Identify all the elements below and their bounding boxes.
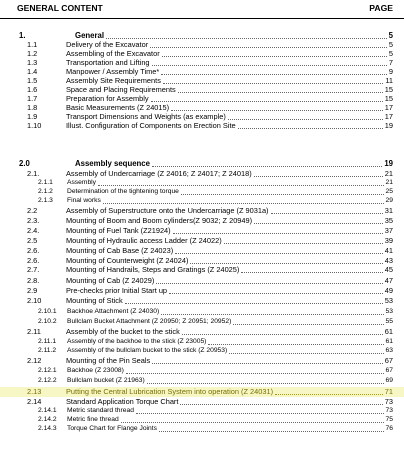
toc-entry-title: Assembly — [67, 179, 96, 186]
toc-entry-title: Mounting of Boom and Boom cylinders(Z 9032; Z 20949) — [66, 216, 253, 225]
toc-entry[interactable] — [0, 236, 404, 246]
toc-leader-dots — [229, 353, 384, 354]
toc-entry-number: 1.1 — [27, 40, 38, 49]
toc-leader-dots — [171, 110, 383, 111]
toc-entry-title: Final works — [67, 197, 101, 204]
toc-entry[interactable] — [0, 196, 404, 206]
toc-leader-dots — [98, 185, 384, 186]
toc-entry-number: 2.8. — [27, 276, 40, 285]
toc-leader-dots — [103, 203, 384, 204]
toc-title: GENERAL CONTENT — [17, 3, 103, 13]
toc-leader-dots — [121, 422, 384, 423]
toc-entry-page: 73 — [384, 397, 393, 406]
toc-entry-number: 2.14.1 — [38, 407, 57, 414]
toc-entry-page: 45 — [384, 265, 393, 274]
toc-entry-page: 7 — [388, 58, 393, 67]
toc-entry-title: Transportation and Lifting — [66, 58, 150, 67]
toc-entry-number: 1.3 — [27, 58, 38, 67]
toc-leader-dots — [224, 243, 383, 244]
toc-entry-number: 2.4. — [27, 226, 40, 235]
toc-entry-title: Assembly of the backhoe to the stick (Z 23005) — [67, 338, 207, 345]
toc-entry[interactable] — [0, 307, 404, 317]
toc-entry-page: 49 — [384, 286, 393, 295]
toc-leader-dots — [151, 101, 383, 102]
toc-entry-page: 31 — [384, 206, 393, 215]
toc-entry-page: 15 — [384, 94, 393, 103]
toc-entry-title: Assembly Site Requirements — [66, 76, 161, 85]
toc-entry[interactable] — [0, 424, 404, 434]
toc-entry-title: Backhoe Attachment (Z 24030) — [67, 308, 160, 315]
toc-leader-dots — [182, 334, 383, 335]
toc-entry-title: Determination of the tightening torque — [67, 188, 179, 195]
toc-entry-title: Mounting of Fuel Tank (Z21924) — [66, 226, 171, 235]
toc-leader-dots — [106, 38, 387, 39]
toc-entry-number: 2.2 — [27, 206, 38, 215]
toc-leader-dots — [208, 344, 384, 345]
toc-entry[interactable] — [0, 216, 404, 226]
toc-entry-number: 2.10.1 — [38, 308, 57, 315]
toc-entry[interactable] — [0, 121, 404, 131]
toc-entry-title: Assembly sequence — [75, 159, 150, 168]
toc-leader-dots — [238, 128, 383, 129]
toc-entry[interactable] — [0, 327, 404, 337]
toc-entry-number: 2.12 — [27, 356, 42, 365]
toc-entry-number: 1.7 — [27, 94, 38, 103]
toc-entry-page: 53 — [384, 296, 393, 305]
toc-entry-title: Illust. Configuration of Components on Erection Site — [66, 121, 236, 130]
toc-entry[interactable] — [0, 226, 404, 236]
toc-leader-dots — [169, 293, 383, 294]
toc-leader-dots — [175, 253, 383, 254]
toc-entry-page: 5 — [388, 49, 393, 58]
toc-entry[interactable] — [0, 346, 404, 356]
toc-entry[interactable] — [0, 366, 404, 376]
toc-entry-number: 2.12.2 — [38, 377, 57, 384]
toc-leader-dots — [162, 56, 387, 57]
toc-entry-title: Assembly of the bullclam bucket to the stick (Z 20953) — [67, 347, 228, 354]
page-column-label: PAGE — [369, 3, 393, 13]
toc-leader-dots — [180, 404, 383, 405]
toc-leader-dots — [125, 303, 383, 304]
toc-entry-title: Bullclam Bucket Attachment (Z 20950; Z 20951; 20952) — [67, 318, 232, 325]
toc-entry-page: 47 — [384, 276, 393, 285]
toc-leader-dots — [152, 363, 383, 364]
toc-entry-page: 76 — [385, 425, 393, 432]
toc-entry-page: 55 — [385, 318, 393, 325]
toc-entry-number: 2.6. — [27, 246, 40, 255]
toc-entry-title: Manpower / Assembly Time* — [66, 67, 160, 76]
toc-entry-number: 2.9 — [27, 286, 38, 295]
toc-entry-number: 2.11.1 — [38, 338, 57, 345]
toc-leader-dots — [228, 119, 383, 120]
toc-entry-page: 73 — [385, 407, 393, 414]
toc-entry[interactable] — [0, 296, 404, 306]
toc-leader-dots — [163, 83, 383, 84]
toc-header — [17, 3, 393, 17]
toc-entry-number: 2.3. — [27, 216, 40, 225]
toc-entry-number: 2.1. — [27, 169, 40, 178]
toc-entry-page: 29 — [385, 197, 393, 204]
toc-entry-page: 19 — [384, 121, 393, 130]
toc-entry-page: 67 — [384, 356, 393, 365]
toc-entry[interactable] — [0, 265, 404, 275]
toc-entry-number: 2.11 — [27, 327, 41, 336]
toc-entry-title: Mounting of Cab Base (Z 24023) — [66, 246, 174, 255]
toc-entry-title: Mounting of Counterweight (Z 24024) — [66, 256, 189, 265]
toc-leader-dots — [152, 166, 382, 167]
toc-leader-dots — [190, 263, 383, 264]
toc-leader-dots — [271, 213, 383, 214]
toc-entry-page: 21 — [384, 169, 393, 178]
toc-entry[interactable] — [0, 387, 404, 397]
toc-entry-page: 17 — [384, 103, 393, 112]
toc-leader-dots — [161, 314, 384, 315]
toc-leader-dots — [161, 74, 387, 75]
toc-entry-title: Assembly of the bucket to the stick — [66, 327, 180, 336]
toc-entry-number: 1.4 — [27, 67, 38, 76]
toc-entry-page: 63 — [385, 347, 393, 354]
toc-leader-dots — [159, 431, 384, 432]
toc-entry-title: Mounting of Handrails, Steps and Gratings (Z 24025) — [66, 265, 240, 274]
toc-entry-page: 17 — [384, 112, 393, 121]
toc-leader-dots — [156, 283, 383, 284]
toc-entry-number: 1.8 — [27, 103, 38, 112]
toc-entry-title: Mounting of Cab (Z 24029) — [66, 276, 155, 285]
toc-entry-number: 2.14.3 — [38, 425, 57, 432]
toc-leader-dots — [136, 413, 384, 414]
toc-entry[interactable] — [0, 159, 404, 169]
toc-entry-number: 2.14 — [27, 397, 42, 406]
toc-entry-page: 75 — [385, 416, 393, 423]
toc-entry-page: 35 — [384, 216, 393, 225]
toc-entry-title: Basic Measurements (Z 24015) — [66, 103, 170, 112]
toc-entry-number: 2.6. — [27, 256, 40, 265]
toc-entry-title: Backhoe (Z 23008) — [67, 367, 124, 374]
toc-entry-title: Putting the Central Lubrication System into operation (Z 24031) — [66, 387, 274, 396]
toc-entry-title: Mounting of the Pin Seals — [66, 356, 151, 365]
toc-leader-dots — [126, 373, 384, 374]
toc-entry-number: 2.10 — [27, 296, 42, 305]
toc-entry[interactable] — [0, 286, 404, 296]
toc-entry-page: 11 — [385, 76, 393, 85]
toc-entry-title: Mounting of Stick — [66, 296, 123, 305]
toc-entry-page: 5 — [388, 40, 393, 49]
toc-entry-page: 21 — [385, 179, 393, 186]
toc-entry-title: General — [75, 31, 105, 40]
toc-entry-number: 2.1.1 — [38, 179, 53, 186]
toc-entry-number: 2.7. — [27, 265, 40, 274]
toc-entry-title: Assembly of Undercarriage (Z 24016; Z 24017; Z 24018) — [66, 169, 252, 178]
toc-leader-dots — [254, 223, 383, 224]
toc-entry-number: 1.2 — [27, 49, 38, 58]
toc-leader-dots — [152, 65, 387, 66]
toc-entry-title: Torque Chart for Flange Joints — [67, 425, 157, 432]
toc-entry-title: Pre-checks prior Initial Start up — [66, 286, 168, 295]
toc-entry-number: 2.1.3 — [38, 197, 53, 204]
toc-entry-page: 53 — [385, 308, 393, 315]
toc-entry-title: Space and Placing Requirements — [66, 85, 176, 94]
toc-entry-page: 69 — [385, 377, 393, 384]
toc-entry-number: 2.11.2 — [38, 347, 57, 354]
toc-entry-page: 15 — [384, 85, 393, 94]
toc-entry[interactable] — [0, 276, 404, 286]
toc-entry[interactable] — [0, 376, 404, 386]
toc-entry[interactable] — [0, 246, 404, 256]
toc-entry-page: 37 — [384, 226, 393, 235]
toc-entry-title: Assembling of the Excavator — [66, 49, 160, 58]
toc-entry-title: Assembly of Superstructure onto the Undercarriage (Z 9031a) — [66, 206, 269, 215]
toc-leader-dots — [233, 324, 384, 325]
toc-entry-number: 2.12.1 — [38, 367, 57, 374]
toc-entry-page: 25 — [385, 188, 393, 195]
toc-entry-title: Metric standard thread — [67, 407, 134, 414]
toc-leader-dots — [241, 272, 383, 273]
toc-leader-dots — [178, 92, 383, 93]
toc-leader-dots — [275, 394, 383, 395]
toc-entry[interactable] — [0, 206, 404, 216]
toc-entry-title: Metric fine thread — [67, 416, 119, 423]
toc-entry[interactable] — [0, 317, 404, 327]
toc-entry-number: 2.5 — [27, 236, 38, 245]
toc-leader-dots — [173, 233, 383, 234]
toc-entry-page: 61 — [384, 327, 393, 336]
toc-entry-number: 2.1.2 — [38, 188, 53, 195]
toc-entry-page: 67 — [385, 367, 393, 374]
toc-entry[interactable] — [0, 356, 404, 366]
toc-entry-page: 43 — [384, 256, 393, 265]
toc-entry-number: 1.6 — [27, 85, 38, 94]
toc-entry-number: 1.9 — [27, 112, 38, 121]
toc-entry-title: Standard Application Torque Chart — [66, 397, 179, 406]
toc-entry-page: 61 — [385, 338, 393, 345]
toc-entry-number: 2.10.2 — [38, 318, 57, 325]
toc-entry-number: 2.0 — [19, 159, 30, 168]
toc-entry-page: 19 — [384, 159, 393, 168]
toc-entry-number: 1.5 — [27, 76, 38, 85]
toc-entry-page: 39 — [384, 236, 393, 245]
header-divider — [0, 18, 404, 19]
toc-leader-dots — [181, 194, 384, 195]
toc-leader-dots — [147, 383, 384, 384]
toc-entry-title: Delivery of the Excavator — [66, 40, 149, 49]
toc-entry-page: 9 — [388, 67, 393, 76]
toc-entry-number: 2.14.2 — [38, 416, 57, 423]
toc-entry-number: 1.10 — [27, 121, 42, 130]
toc-leader-dots — [254, 176, 383, 177]
toc-entry-title: Mounting of Hydraulic access Ladder (Z 24022) — [66, 236, 222, 245]
toc-entry-number: 2.13 — [27, 387, 42, 396]
toc-entry-page: 5 — [388, 31, 393, 40]
toc-entry-title: Preparation for Assembly — [66, 94, 149, 103]
toc-entry-page: 71 — [384, 387, 393, 396]
toc-entry-title: Bullclam bucket (Z 21963) — [67, 377, 145, 384]
toc-entry-page: 41 — [384, 246, 393, 255]
toc-leader-dots — [150, 47, 387, 48]
toc-entry-number: 1. — [19, 31, 26, 40]
toc-entry-title: Transport Dimensions and Weights (as example) — [66, 112, 226, 121]
